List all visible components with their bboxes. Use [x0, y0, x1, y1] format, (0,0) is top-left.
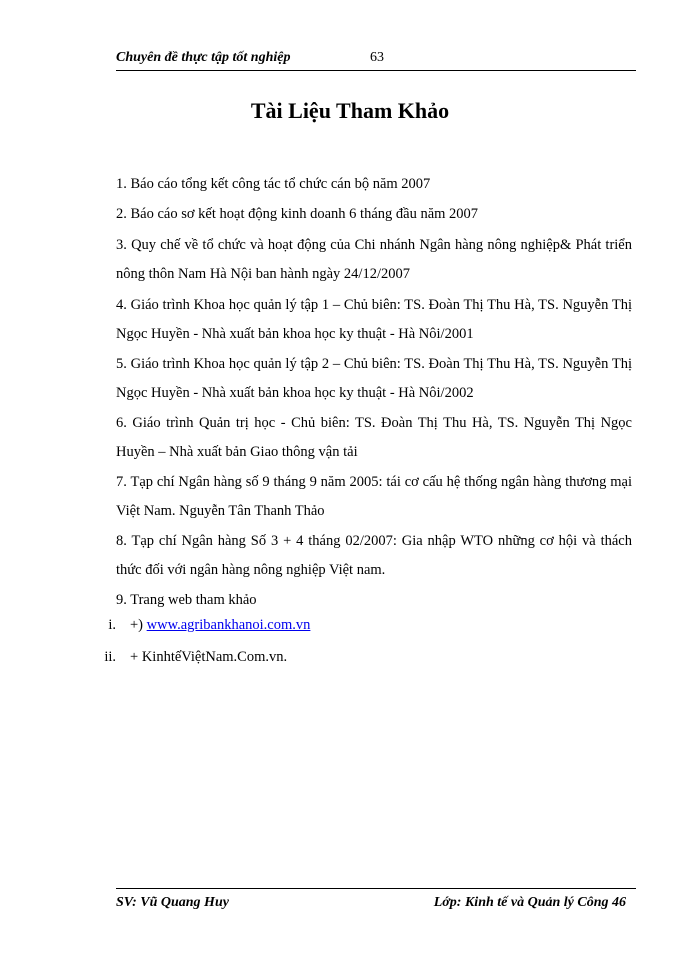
web-reference-item — [108, 617, 311, 634]
link-prefix: +) — [130, 617, 147, 633]
header-title: Chuyên đề thực tập tốt nghiệp — [116, 50, 291, 65]
reference-item: 8. Tạp chí Ngân hàng Số 3 + 4 tháng 02/2007: Gia nhập WTO những cơ hội và thách thức đối với ngân hàng nông nghiệp Việt nam. — [116, 533, 632, 578]
web-reference-item — [104, 649, 288, 666]
reference-list — [116, 170, 632, 615]
page-footer — [116, 888, 636, 919]
footer-student: SV: Vũ Quang Huy — [116, 895, 229, 910]
list-marker: ii. — [104, 649, 116, 665]
reference-item: 1. Báo cáo tổng kết công tác tổ chức cán bộ năm 2007 — [116, 176, 431, 192]
reference-item: 2. Báo cáo sơ kết hoạt động kinh doanh 6 tháng đầu năm 2007 — [116, 206, 479, 222]
kinhte-vietnam-text: KinhtếViệtNam.Com.vn. — [141, 649, 288, 665]
reference-item: 6. Giáo trình Quản trị học - Chủ biên: TS. Đoàn Thị Thu Hà, TS. Nguyễn Thị Ngọc Huyền – Nhà xuất bản Giao thông vận tải — [116, 415, 632, 460]
footer-class: Lớp: Kinh tế và Quản lý Công 46 — [433, 895, 626, 910]
list-marker: i. — [108, 617, 116, 633]
reference-item: 3. Quy chế về tổ chức và hoạt động của Chi nhánh Ngân hàng nông nghiệp& Phát triển nông thôn Nam Hà Nội ban hành ngày 24/12/2007 — [116, 237, 632, 282]
link-prefix: + — [130, 649, 142, 665]
reference-item: 5. Giáo trình Khoa học quản lý tập 2 – Chủ biên: TS. Đoàn Thị Thu Hà, TS. Nguyễn Thị Ngọc Huyền - Nhà xuất bản khoa học ky thuật - Hà Nôi/2002 — [116, 356, 632, 401]
page-number: 63 — [370, 50, 384, 65]
page-header — [116, 50, 636, 71]
agribank-link[interactable]: www.agribankhanoi.com.vn — [146, 617, 311, 633]
reference-item: 9. Trang web tham khảo — [116, 592, 257, 608]
document-title: Tài Liệu Tham Khảo — [250, 98, 450, 123]
reference-item: 7. Tạp chí Ngân hàng số 9 tháng 9 năm 2005: tái cơ cấu hệ thống ngân hàng thương mại Việt Nam. Nguyễn Tân Thanh Thảo — [116, 474, 632, 519]
reference-item: 4. Giáo trình Khoa học quản lý tập 1 – Chủ biên: TS. Đoàn Thị Thu Hà, TS. Nguyễn Thị Ngọc Huyền - Nhà xuất bản khoa học ky thuật - Hà Nôi/2001 — [116, 297, 632, 342]
